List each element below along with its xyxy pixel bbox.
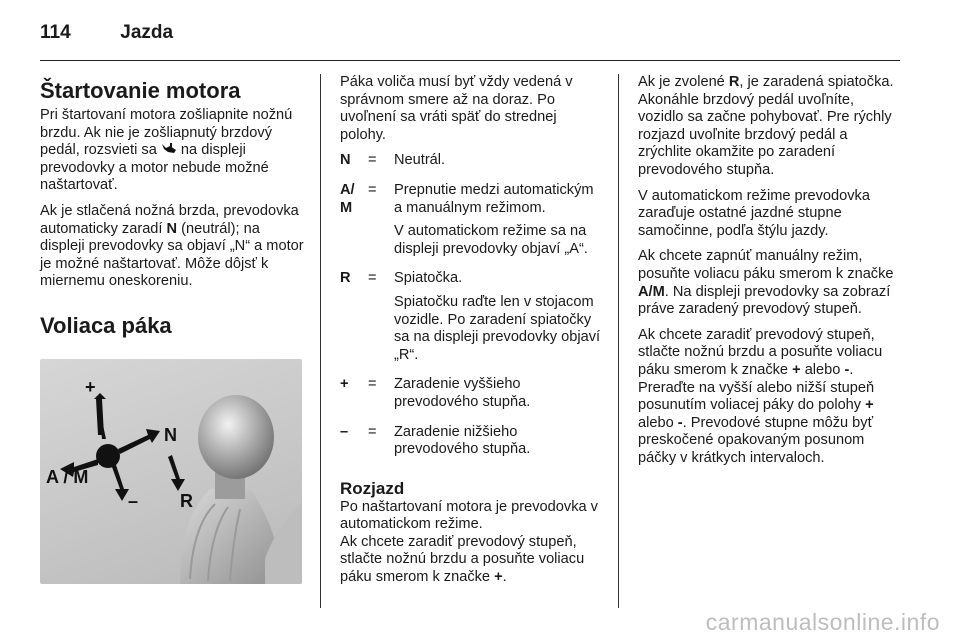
header-rule <box>40 60 900 61</box>
text: . Preraďte na vyšší alebo nižší stupeň posunutím voliacej páky do polohy <box>638 361 875 414</box>
text: Ak chcete zapnúť manuálny režim, posuňte voliacu páku smerom k značke <box>638 248 894 282</box>
paragraph <box>40 107 305 195</box>
definition-equals: = <box>368 152 377 169</box>
definition-key: + <box>340 376 349 393</box>
column-3 <box>638 74 903 475</box>
selector-lever-illustration <box>40 359 302 584</box>
paragraph: Po naštartovaní motora je prevodovka v automatickom režime. <box>340 498 598 533</box>
definition-equals: = <box>368 376 377 393</box>
paragraph <box>40 203 305 291</box>
text-bold: R <box>728 74 740 90</box>
definition-equals: = <box>368 423 377 440</box>
text-bold: - <box>844 361 850 378</box>
section-title-starting: Štartovanie motora <box>40 78 241 103</box>
minus-label: – <box>128 490 139 511</box>
paragraph <box>638 248 903 318</box>
text: Ak chcete zaradiť prevodový stupeň, stlačte nožnú brzdu a posuňte voliacu páku smerom k značke <box>638 326 883 378</box>
text: na displeji prevodovky a motor nebude možné naštartovať. <box>40 142 269 194</box>
definition-text: Zaradenie nižšieho prevodového stupňa. <box>394 423 531 458</box>
definition-extra: V automatickom režime sa na displeji prevodovky objaví „A“. <box>394 223 588 257</box>
column-divider <box>320 74 321 608</box>
definition-text: Neutrál. <box>394 152 446 169</box>
definition-row <box>340 376 605 417</box>
definition-text: Spiatočka. <box>394 270 463 287</box>
definition-key: N <box>340 152 351 169</box>
n-label: N <box>164 424 177 445</box>
text-bold: + <box>494 569 503 586</box>
am-label: A / M <box>46 466 89 487</box>
text: . <box>502 569 507 586</box>
section-title-selector-lever: Voliaca páka <box>40 312 172 338</box>
text: Ak je stlačená nožná brzda, prevodovka automaticky zaradí <box>40 202 299 237</box>
text-bold: - <box>677 414 683 431</box>
text: Pri štartovaní motora zošliapnite nožnú brzdu. Ak nie je zošliapnutý brzdový pedál, rozsvieti sa <box>40 107 293 159</box>
text-bold: + <box>865 397 874 414</box>
foot-brake-icon <box>161 142 177 158</box>
definition-row <box>340 270 605 370</box>
paragraph <box>638 327 903 468</box>
text: . Prevodové stupne môžu byť preskočené opakovaným posunom páčky v krátkych intervaloch. <box>638 414 874 466</box>
column-divider <box>618 74 619 608</box>
definition-equals: = <box>368 270 377 287</box>
definition-row <box>340 182 605 264</box>
definition-list <box>340 152 605 464</box>
definition-equals: = <box>368 181 377 198</box>
text-bold: N <box>166 220 178 237</box>
text: . Na displeji prevodovky sa zobrazí práve zaradený prevodový stupeň. <box>638 283 891 318</box>
paragraph <box>340 534 605 587</box>
column-1 <box>40 74 305 584</box>
definition-extra: Spiatočku raďte len v stojacom vozidle. Po zaradení spiatočky sa na displeji prevodovky objaví „R“. <box>394 293 601 363</box>
text: (neutrál); na displeji prevodovky sa objaví „N“ a motor je možné naštartovať. Môže dôjsť k miernemu oneskoreniu. <box>40 220 304 290</box>
text: alebo <box>638 414 678 431</box>
paragraph <box>638 74 903 180</box>
text-bold: + <box>792 361 801 378</box>
r-label: R <box>180 490 193 511</box>
definition-text: Zaradenie vyššieho prevodového stupňa. <box>394 376 531 410</box>
definition-text: Prepnutie medzi automatickým a manuálnym režimom. <box>394 181 594 216</box>
paragraph: V automatickom režime prevodovka zaraďuje ostatné jazdné stupne samočinne, podľa štýlu jazdy. <box>638 187 870 239</box>
definition-key: – <box>340 423 349 440</box>
column-2 <box>340 74 605 595</box>
text: Ak chcete zaradiť prevodový stupeň, stlačte nožnú brzdu a posuňte voliacu páku smerom k značke <box>340 533 585 586</box>
definition-key: A/ M <box>340 181 355 216</box>
text-bold: A/M <box>638 283 665 300</box>
paragraph: Páka voliča musí byť vždy vedená v správnom smere až na doraz. Po uvoľnení sa vráti späť do strednej polohy. <box>340 74 573 143</box>
plus-label: + <box>85 376 96 397</box>
page-header <box>40 22 173 44</box>
text: , je zaradená spiatočka. Akonáhle brzdový pedál uvoľníte, vozidlo sa začne pohybovať. Pre rýchly rozjazd uvoľnite brzdový pedál a zrýchlite okamžite po zaradení prevodového stupňa. <box>638 74 894 178</box>
definition-row <box>340 424 605 465</box>
definition-row <box>340 152 605 176</box>
text: alebo <box>800 361 845 378</box>
text: Ak je zvolené <box>638 74 729 90</box>
subsection-title-moving-off: Rozjazd <box>340 478 405 498</box>
chapter-title: Jazda <box>120 22 174 43</box>
watermark: carmanualsonline.info <box>705 609 940 635</box>
page-number: 114 <box>40 22 71 43</box>
definition-key: R <box>340 270 351 287</box>
